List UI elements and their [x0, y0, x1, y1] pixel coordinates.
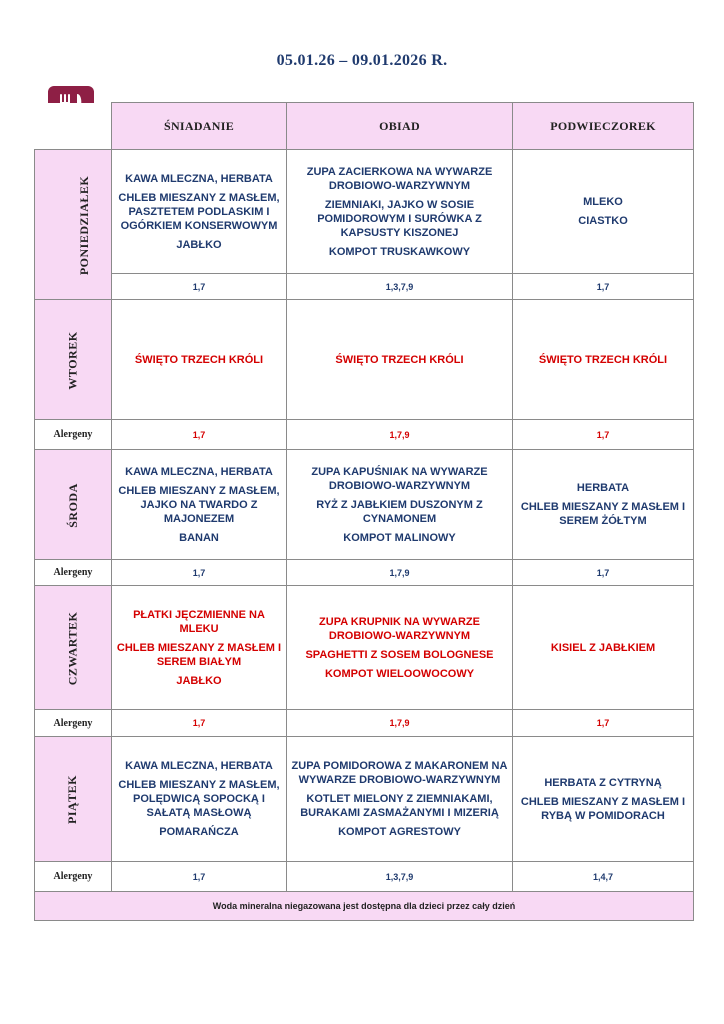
page-title: 05.01.26 – 09.01.2026 R.: [276, 52, 448, 69]
allergens-label: Alergeny: [35, 710, 112, 737]
day-label: PONIEDZIAŁEK: [35, 150, 112, 300]
allergens-row: [35, 274, 694, 300]
allergens-breakfast: 1,7: [112, 560, 287, 586]
allergens-row: [35, 710, 694, 737]
footer-row: [35, 892, 694, 921]
menu-table: [34, 102, 694, 921]
lunch-cell: ZUPA KRUPNIK NA WYWARZE DROBIOWO-WARZYWNYM SPAGHETTI Z SOSEM BOLOGNESE KOMPOT WIELOOWOCOWY: [287, 586, 513, 710]
lunch-cell: ZUPA POMIDOROWA Z MAKARONEM NA WYWARZE DROBIOWO-WARZYWNYM KOTLET MIELONY Z ZIEMNIAKAMI, BURAKAMI ZASMAŻANYMI I MIZERIĄ KOMPOT AGRESTOWY: [287, 737, 513, 862]
lunch-cell: ŚWIĘTO TRZECH KRÓLI: [287, 300, 513, 420]
allergens-lunch: 1,3,7,9: [287, 862, 513, 892]
allergens-row: [35, 862, 694, 892]
lunch-cell: ZUPA ZACIERKOWA NA WYWARZE DROBIOWO-WARZYWNYM ZIEMNIAKI, JAJKO W SOSIE POMIDOROWYM I SURÓWKA Z KAPSUSTY KISZONEJ KOMPOT TRUSKAWKOWY: [287, 150, 513, 274]
allergens-breakfast: 1,7: [112, 274, 287, 300]
allergens-breakfast: 1,7: [112, 710, 287, 737]
allergens-row: [35, 420, 694, 450]
snack-cell: HERBATA CHLEB MIESZANY Z MASŁEM I SEREM ŻÓŁTYM: [513, 450, 694, 560]
breakfast-cell: KAWA MLECZNA, HERBATA CHLEB MIESZANY Z MASŁEM, JAJKO NA TWARDO Z MAJONEZEM BANAN: [112, 450, 287, 560]
allergens-snack: 1,7: [513, 710, 694, 737]
day-label: PIĄTEK: [35, 737, 112, 862]
allergens-lunch: 1,7,9: [287, 710, 513, 737]
column-header-breakfast: ŚNIADANIE: [112, 103, 287, 150]
breakfast-cell: PŁATKI JĘCZMIENNE NA MLEKU CHLEB MIESZANY Z MASŁEM I SEREM BIAŁYM JABŁKO: [112, 586, 287, 710]
day-label: WTOREK: [35, 300, 112, 420]
allergens-snack: 1,7: [513, 420, 694, 450]
allergens-snack: 1,7: [513, 274, 694, 300]
column-header-lunch: OBIAD: [287, 103, 513, 150]
allergens-lunch: 1,3,7,9: [287, 274, 513, 300]
allergens-label: Alergeny: [35, 862, 112, 892]
day-row-friday: [35, 737, 694, 862]
allergens-label: Alergeny: [35, 420, 112, 450]
allergens-snack: 1,7: [513, 560, 694, 586]
allergens-snack: 1,4,7: [513, 862, 694, 892]
allergens-label: Alergeny: [35, 560, 112, 586]
allergens-lunch: 1,7,9: [287, 560, 513, 586]
allergens-breakfast: 1,7: [112, 420, 287, 450]
day-row-monday: [35, 150, 694, 274]
allergens-row: [35, 560, 694, 586]
breakfast-cell: KAWA MLECZNA, HERBATA CHLEB MIESZANY Z MASŁEM, PASZTETEM PODLASKIM I OGÓRKIEM KONSERWOWYM JABŁKO: [112, 150, 287, 274]
breakfast-cell: KAWA MLECZNA, HERBATA CHLEB MIESZANY Z MASŁEM, POLĘDWICĄ SOPOCKĄ I SAŁATĄ MASŁOWĄ POMARAŃCZA: [112, 737, 287, 862]
snack-cell: MLEKO CIASTKO: [513, 150, 694, 274]
allergens-lunch: 1,7,9: [287, 420, 513, 450]
day-label: ŚRODA: [35, 450, 112, 560]
lunch-cell: ZUPA KAPUŚNIAK NA WYWARZE DROBIOWO-WARZYWNYM RYŻ Z JABŁKIEM DUSZONYM Z CYNAMONEM KOMPOT MALINOWY: [287, 450, 513, 560]
footer-note: Woda mineralna niegazowana jest dostępna dla dzieci przez cały dzień: [35, 892, 694, 921]
day-row-wednesday: [35, 450, 694, 560]
snack-cell: HERBATA Z CYTRYNĄ CHLEB MIESZANY Z MASŁEM I RYBĄ W POMIDORACH: [513, 737, 694, 862]
allergens-breakfast: 1,7: [112, 862, 287, 892]
snack-cell: ŚWIĘTO TRZECH KRÓLI: [513, 300, 694, 420]
snack-cell: KISIEL Z JABŁKIEM: [513, 586, 694, 710]
day-label: CZWARTEK: [35, 586, 112, 710]
column-header-snack: PODWIECZOREK: [513, 103, 694, 150]
day-row-thursday: [35, 586, 694, 710]
breakfast-cell: ŚWIĘTO TRZECH KRÓLI: [112, 300, 287, 420]
day-row-tuesday: [35, 300, 694, 420]
